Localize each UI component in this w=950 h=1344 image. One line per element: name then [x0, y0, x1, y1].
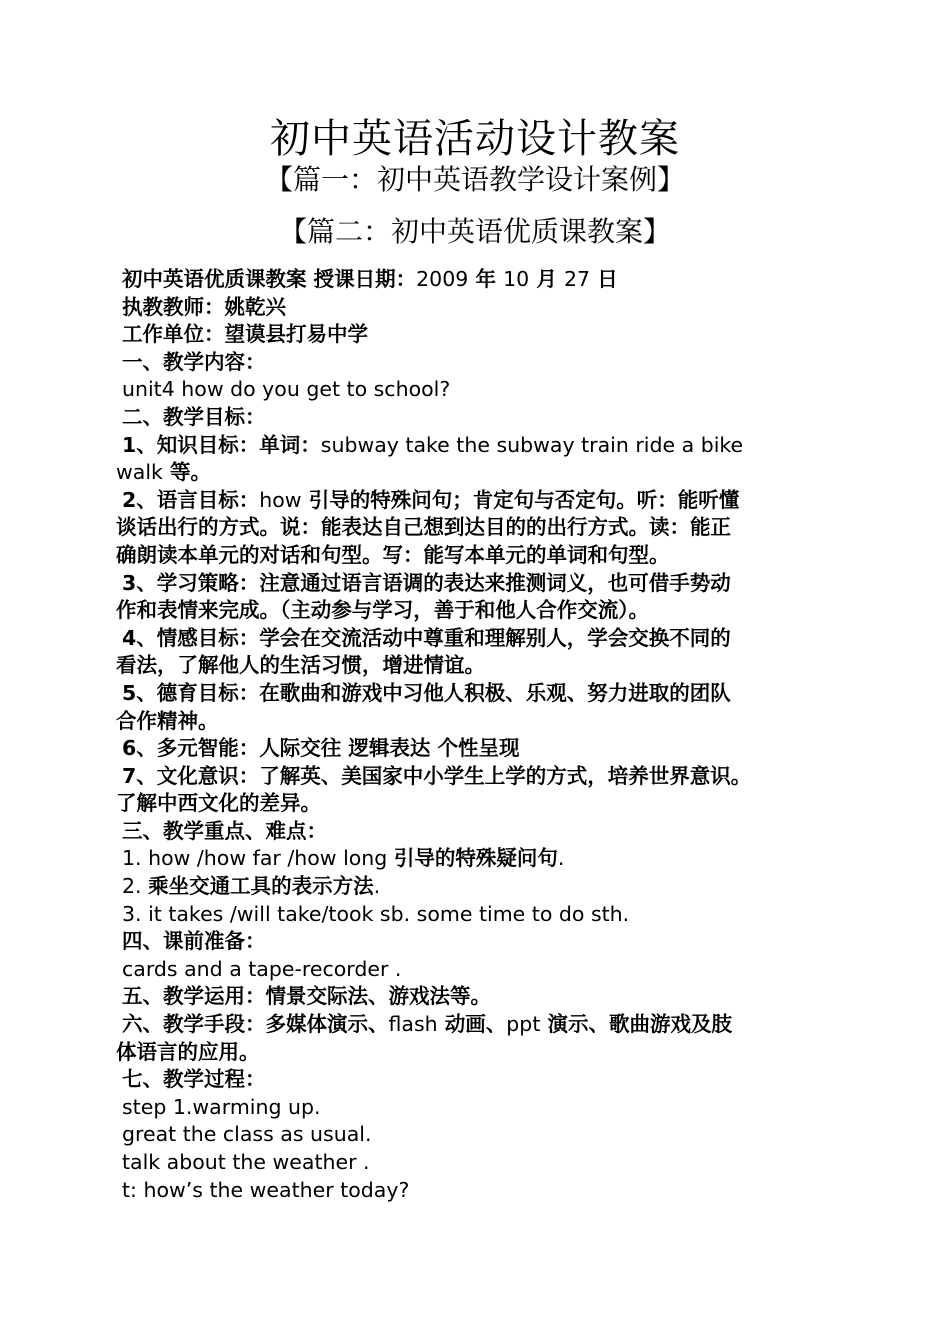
language-goal-line-3: 确朗读本单元的对话和句型。写：能写本单元的单词和句型。 — [116, 542, 670, 567]
lesson-month: 10 — [503, 267, 530, 291]
section-process-heading: 七、教学过程： — [122, 1067, 266, 1092]
moral-goal-line-2: 合作精神。 — [116, 708, 219, 733]
means-animation: 动画、 — [437, 1012, 507, 1037]
preparation-line: cards and a tape-recorder . — [122, 956, 402, 981]
keypoint-3: 3. it takes /will take/took sb. some time to do sth. — [122, 901, 630, 926]
weather-line: talk about the weather . — [122, 1150, 370, 1174]
vocabulary-walk: walk — [116, 460, 163, 485]
keypoint-2-cn: 乘坐交通工具的表示方法 — [148, 874, 374, 899]
means-label: 六、教学手段：多媒体演示、 — [122, 1012, 389, 1037]
culture-goal-line: 7、文化意识：了解英、美国家中小学生上学的方式，培养世界意识。 — [122, 763, 752, 788]
section-means-line — [116, 1011, 850, 1039]
lesson-header-label: 初中英语优质课教案 授课日期： — [122, 267, 417, 291]
section-methods-line: 五、教学运用：情景交际法、游戏法等。 — [122, 984, 491, 1009]
means-rest: 演示、歌曲游戏及肢 — [540, 1012, 733, 1037]
keypoint-1 — [116, 845, 850, 873]
emotion-goal-line: 4、情感目标：学会在交流活动中尊重和理解别人，学会交换不同的 — [122, 625, 731, 650]
knowledge-goal-label: 1、知识目标：单词： — [122, 432, 321, 457]
keypoint-1-cn: 引导的特殊疑问句 — [393, 846, 558, 871]
culture-goal-line-2: 了解中西文化的差异。 — [116, 791, 321, 816]
vocabulary-etc: 等。 — [162, 460, 212, 485]
section-goals-heading: 二、教学目标： — [122, 404, 266, 429]
vocabulary-list: subway take the subway train ride a bike — [320, 432, 744, 457]
keypoint-2-num: 2. — [122, 874, 149, 899]
language-goal-label: 2、语言目标： — [122, 487, 260, 512]
keypoint-2 — [116, 873, 850, 901]
strategy-goal-line: 3、学习策略：注意通过语言语调的表达来推测词义，也可借手势动 — [122, 570, 731, 595]
language-goal-how: how — [259, 487, 302, 512]
knowledge-goal-line-2 — [116, 459, 850, 487]
language-goal-text: 引导的特殊问句；肯定句与否定句。听：能听懂 — [301, 487, 740, 512]
keypoint-2-end: . — [373, 874, 381, 899]
lesson-date-line — [116, 266, 850, 294]
lesson-year: 2009 — [416, 267, 469, 291]
intelligence-goal-line: 6、多元智能：人际交往 逻辑表达 个性呈现 — [122, 736, 520, 761]
school-line: 工作单位：望谟县打易中学 — [122, 322, 368, 347]
document-title: 初中英语活动设计教案 — [270, 116, 680, 162]
section-keypoints-heading: 三、教学重点、难点： — [122, 818, 327, 843]
section-means-line-2: 体语言的应用。 — [116, 1039, 260, 1064]
lesson-day: 27 — [563, 267, 591, 291]
knowledge-goal-line — [116, 432, 850, 460]
teacher-question-line: t: how’s the weather today? — [122, 1177, 410, 1202]
means-ppt: ppt — [506, 1012, 541, 1037]
month-char: 月 — [529, 267, 564, 291]
keypoint-1-en: 1. how /how far /how long — [122, 846, 394, 871]
section-heading-2: 【篇二：初中英语优质课教案】 — [278, 215, 671, 248]
step-1-line: step 1.warming up. — [122, 1094, 321, 1119]
section-preparation-heading: 四、课前准备： — [122, 929, 266, 954]
keypoint-1-end: . — [557, 846, 565, 871]
day-char: 日 — [590, 267, 618, 291]
section-heading-1: 【篇一：初中英语教学设计案例】 — [264, 163, 685, 196]
means-flash: flash — [388, 1012, 438, 1037]
year-char: 年 — [468, 267, 504, 291]
unit-line: unit4 how do you get to school? — [122, 377, 451, 402]
teacher-line: 执教教师：姚乾兴 — [122, 294, 286, 319]
section-content-heading: 一、教学内容： — [122, 349, 266, 374]
language-goal-line — [116, 487, 850, 515]
language-goal-line-2: 谈话出行的方式。说：能表达自己想到达目的的出行方式。读：能正 — [116, 515, 731, 540]
lesson-plan-body — [116, 266, 850, 1204]
emotion-goal-line-2: 看法，了解他人的生活习惯，增进情谊。 — [116, 653, 485, 678]
moral-goal-line: 5、德育目标：在歌曲和游戏中习他人积极、乐观、努力进取的团队 — [122, 680, 731, 705]
strategy-goal-line-2: 作和表情来完成。（主动参与学习，善于和他人合作交流）。 — [116, 598, 649, 623]
greeting-line: great the class as usual. — [122, 1122, 372, 1147]
